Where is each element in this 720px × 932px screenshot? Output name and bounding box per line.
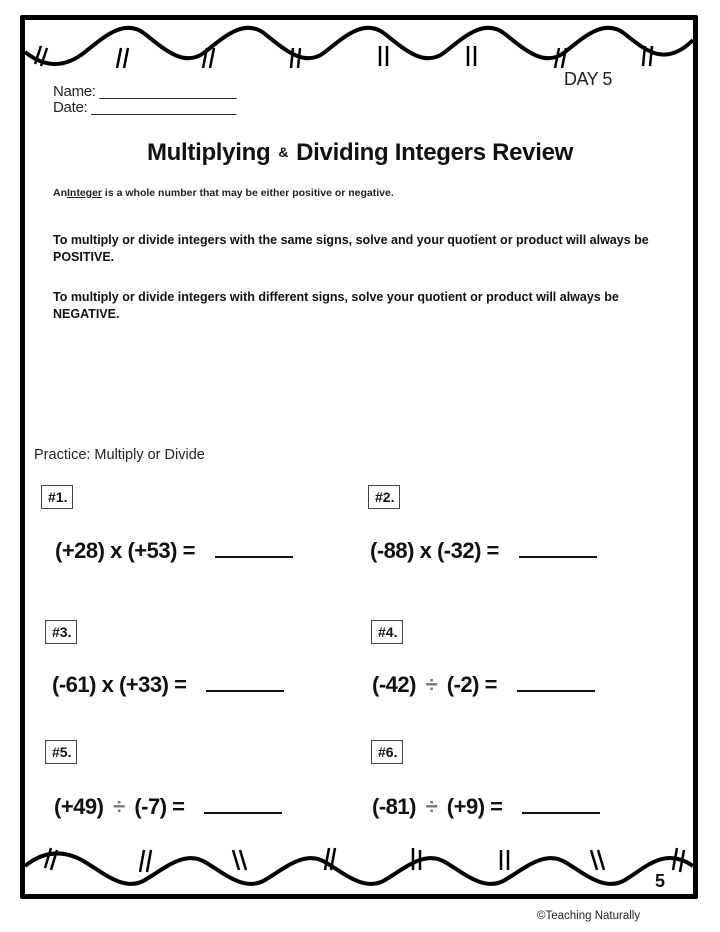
operand-left: (+28)	[55, 538, 105, 563]
barbed-wave-top-decoration	[25, 20, 693, 70]
problem-6-label: #6.	[371, 740, 403, 764]
problem-1	[55, 538, 293, 564]
operand-left: (+49)	[54, 794, 104, 819]
definition-text: is a whole number that may be either positive or negative.	[102, 187, 394, 199]
problem-2-label: #2.	[368, 485, 400, 509]
operand-left: (-81)	[372, 794, 416, 819]
problem-1-label: #1.	[41, 485, 73, 509]
problem-5	[54, 794, 282, 820]
operand-right: (+53)	[127, 538, 177, 563]
operand-left: (-61)	[52, 672, 96, 697]
page-number: 5	[655, 871, 666, 891]
equals-sign: =	[174, 672, 187, 697]
operand-right: (-7)	[134, 794, 167, 819]
problem-3-label: #3.	[45, 620, 77, 644]
practice-heading: Practice: Multiply or Divide	[34, 447, 205, 463]
operand-left: (-88)	[370, 538, 414, 563]
copyright-notice: ©Teaching Naturally	[537, 910, 641, 922]
page-title	[0, 139, 720, 167]
definition-prefix: An	[53, 187, 67, 199]
ampersand-glyph: &	[278, 144, 289, 160]
name-field-label: Name: _________________	[53, 83, 237, 100]
integer-term: Integer	[67, 187, 103, 199]
integer-definition	[53, 187, 394, 199]
barbed-wave-bottom-decoration	[25, 836, 693, 886]
problem-6	[372, 794, 600, 820]
problem-4	[372, 672, 595, 698]
multiply-sign: x	[101, 672, 114, 697]
equals-sign: =	[490, 794, 503, 819]
answer-blank[interactable]	[519, 538, 597, 558]
problem-2	[370, 538, 597, 564]
multiply-sign: x	[419, 538, 432, 563]
multiply-sign: x	[110, 538, 122, 563]
operand-right: (+33)	[118, 672, 169, 697]
equals-sign: =	[486, 538, 499, 563]
operand-left: (-42)	[372, 672, 416, 697]
different-signs-rule: To multiply or divide integers with different signs, solve your quotient or product will always be NEGATIVE.	[53, 290, 619, 321]
title-part-2: Dividing Integers Review	[296, 139, 574, 166]
operand-right: (+9)	[446, 794, 485, 819]
divide-sign-icon: ÷	[425, 794, 438, 819]
problem-4-label: #4.	[371, 620, 403, 644]
equals-sign: =	[182, 538, 195, 563]
operand-right: (-32)	[436, 538, 481, 563]
day-label: DAY 5	[564, 69, 612, 89]
operand-right: (-2)	[446, 672, 479, 697]
equals-sign: =	[484, 672, 497, 697]
title-part-1: Multiplying	[146, 139, 271, 166]
answer-blank[interactable]	[206, 672, 284, 692]
same-signs-rule: To multiply or divide integers with the same signs, solve and your quotient or product will always be POSITIVE.	[53, 233, 649, 264]
equals-sign: =	[172, 794, 185, 819]
answer-blank[interactable]	[215, 538, 293, 558]
answer-blank[interactable]	[204, 794, 282, 814]
problem-3	[52, 672, 284, 698]
date-field-label: Date: __________________	[53, 99, 236, 116]
problem-5-label: #5.	[45, 740, 77, 764]
answer-blank[interactable]	[517, 672, 595, 692]
divide-sign-icon: ÷	[425, 672, 438, 697]
answer-blank[interactable]	[522, 794, 600, 814]
divide-sign-icon: ÷	[113, 794, 125, 819]
